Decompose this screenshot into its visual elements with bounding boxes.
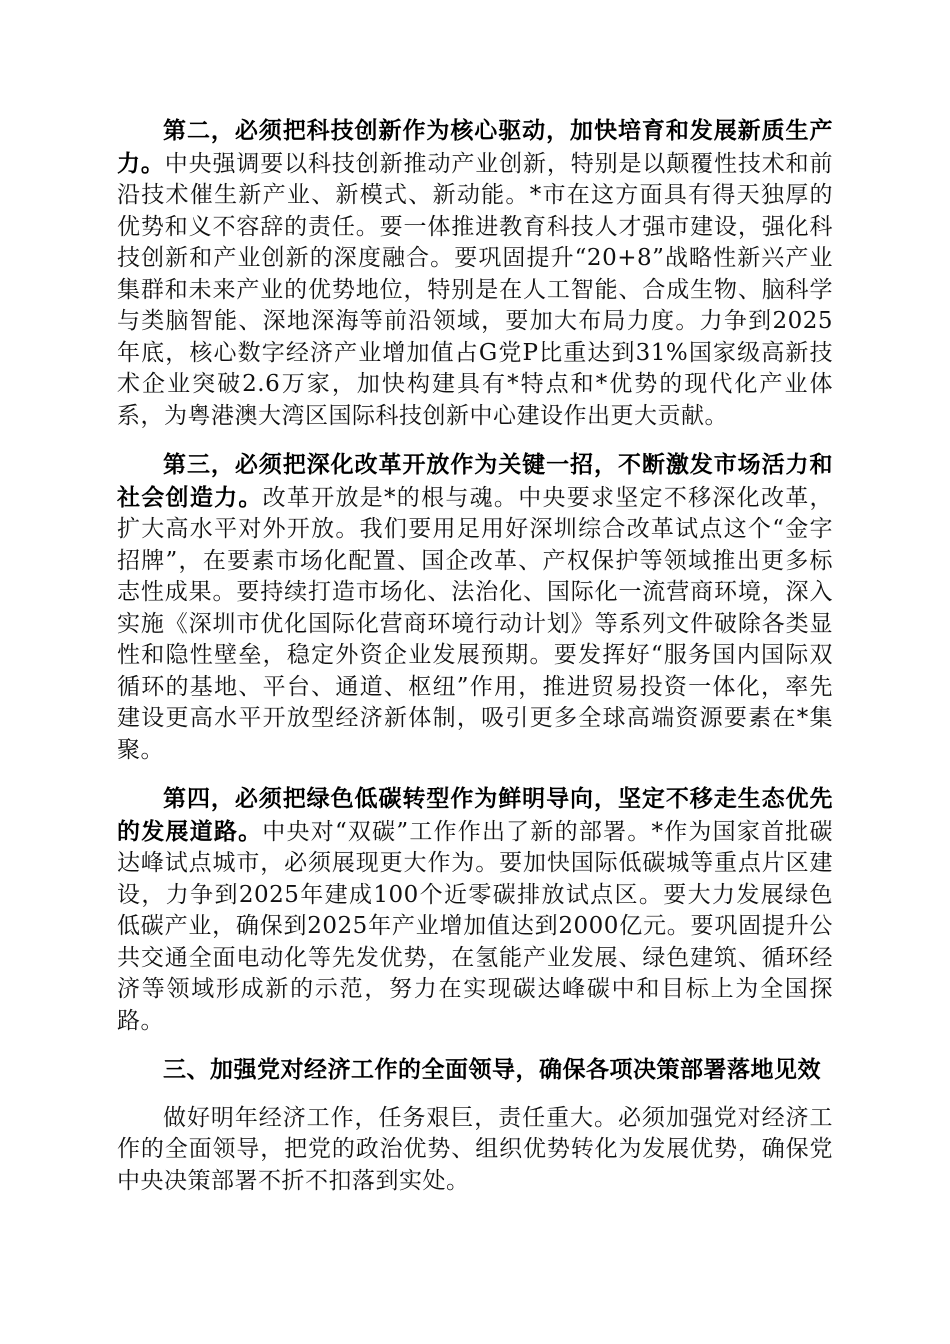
paragraph-body: 中央对“双碳”工作作出了新的部署。*作为国家首批碳达峰试点城市，必须展现更大作为。要加快国际低碳城等重点片区建设，力争到2025年建成100个近零碳排放试点区。要大力发展绿色低碳产业，确保到2025年产业增加值达到2000亿元。要巩固提升公共交通全面电动化等先发优势，在氢能产业发展、绿色建筑、循环经济等领域形成新的示范，努力在实现碳达峰碳中和目标上为全国探路。 bbox=[117, 818, 833, 1034]
paragraph-lead: 第四，必须把绿色低碳转型作为鲜明导向，坚定不移走生态优先的发展道路。 bbox=[117, 785, 833, 845]
paragraph-reform-opening bbox=[117, 449, 833, 766]
paragraph-lead: 第三，必须把深化改革开放作为关键一招，不断激发市场活力和社会创造力。 bbox=[117, 451, 833, 511]
paragraph-body: 中央强调要以科技创新推动产业创新，特别是以颠覆性技术和前沿技术催生新产业、新模式、新动能。*市在这方面具有得天独厚的优势和义不容辞的责任。要一体推进教育科技人才强市建设，强化科技创新和产业创新的深度融合。要巩固提升“20+8”战略性新兴产业集群和未来产业的优势地位，特别是在人工智能、合成生物、脑科学与类脑智能、深地深海等前沿领域，要加大布局力度。力争到2025年底，核心数字经济产业增加值占G党P比重达到31%国家级高新技术企业突破2.6万家，加快构建具有*特点和*优势的现代化产业体系，为粤港澳大湾区国际科技创新中心建设作出更大贡献。 bbox=[117, 150, 834, 429]
paragraph-tech-innovation bbox=[117, 115, 833, 432]
section-heading: 三、加强党对经济工作的全面领导，确保各项决策部署落地见效 bbox=[163, 1056, 821, 1083]
paragraph-body: 改革开放是*的根与魂。中央要求坚定不移深化改革，扩大高水平对外开放。我们要用足用好深圳综合改革试点这个“金字招牌”，在要素市场化配置、国企改革、产权保护等领域推出更多标志性成果。要持续打造市场化、法治化、国际化一流营商环境，深入实施《深圳市优化国际化营商环境行动计划》等系列文件破除各类显性和隐性壁垒，稳定外资企业发展预期。要发挥好“服务国内国际双循环的基地、平台、通道、枢纽”作用，推进贸易投资一体化，率先建设更高水平开放型经济新体制，吸引更多全球高端资源要素在*集聚。 bbox=[117, 484, 834, 763]
paragraph-lead: 第二，必须把科技创新作为核心驱动，加快培育和发展新质生产力。 bbox=[117, 117, 833, 177]
document-page bbox=[117, 115, 833, 1197]
closing-paragraph: 做好明年经济工作，任务艰巨，责任重大。必须加强党对经济工作的全面领导，把党的政治优势、组织优势转化为发展优势，确保党中央决策部署不折不扣落到实处。 bbox=[117, 1104, 833, 1194]
paragraph-green-transition bbox=[117, 783, 833, 1037]
